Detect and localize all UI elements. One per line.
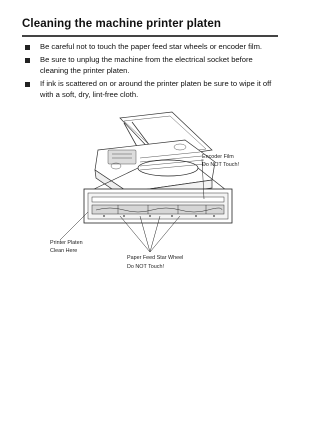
bullet-text: Be careful not to touch the paper feed star wheels or encoder film. xyxy=(40,42,263,51)
encoder-film-warning: Do NOT Touch! xyxy=(202,162,239,168)
page-title: Cleaning the machine printer platen xyxy=(22,18,222,30)
bullet-text: Be sure to unplug the machine from the electrical socket before cleaning the printer platen. xyxy=(40,55,253,75)
platen-detail-view xyxy=(84,189,232,223)
printer-platen-instruction: Clean Here xyxy=(50,248,78,254)
star-wheel-warning: Do NOT Touch! xyxy=(127,264,164,270)
encoder-film-label: Encoder Film xyxy=(202,154,234,160)
bullet-text: If ink is scattered on or around the printer platen be sure to wipe it off with a soft, dry, lint-free cloth. xyxy=(40,79,272,99)
printer-platen-label: Printer Platen xyxy=(50,240,83,246)
star-wheel-label: Paper Feed Star Wheel xyxy=(127,255,184,261)
